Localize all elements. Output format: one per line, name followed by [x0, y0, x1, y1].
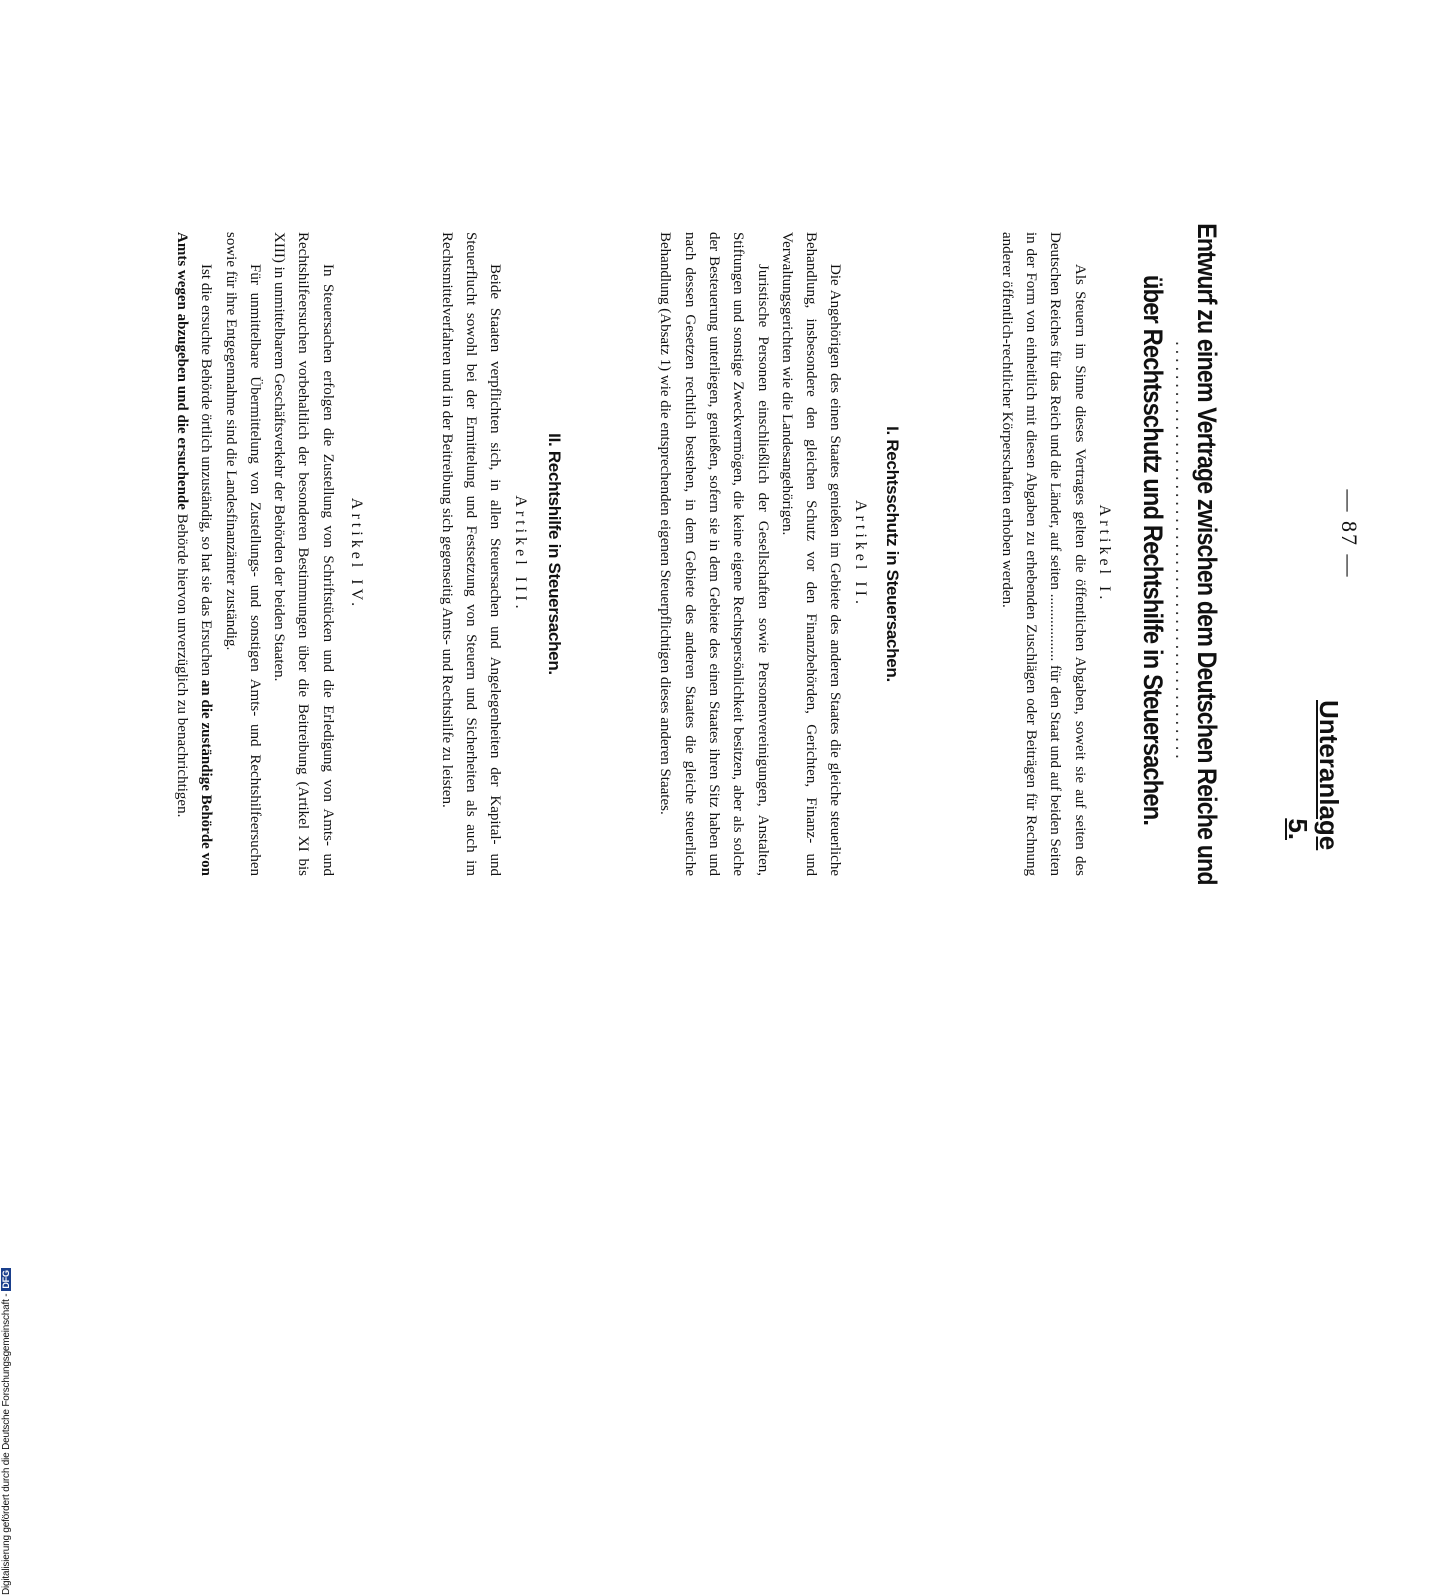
- title-line-1: Entwurf zu einem Vertrage zwischen dem Deutschen Reiche und: [1192, 223, 1222, 885]
- article-2-heading: Artikel II.: [851, 500, 869, 608]
- title-dotted-blank: ..................................................: [1172, 339, 1188, 761]
- article-2-paragraph-2: Juristische Personen einschließlich der Gesellschaften sowie Personenvereinigungen, Anstalten, Stiftungen und sonstige Zweckvermögen, die keine eigene Rechtspersönlichkeit besitzen, aber als solche der Besteuerung unterliegen, genießen, sofern sie in dem Gebiete des einen Staates ihren Sitz haben und nach dessen Gesetzen rechtlich bestehen, in dem Gebiete des anderen Staates die gleiche steuerliche Behandlung (Absatz 1) wie die entsprechenden eigenen Steuerpflichtigen dieses anderen Staates.: [657, 232, 771, 876]
- article-4-paragraph-3: [170, 232, 219, 876]
- article-4-block: [170, 232, 368, 876]
- article-2-paragraph-1: Die Angehörigen des einen Staates genießen im Gebiete des anderen Staates die gleiche steuerliche Behandlung, insbesondere den gleichen Schutz vor den Finanzbehörden, Gerichten, Finanz- und Verwaltungsgerichten wie die Landesangehörigen.: [778, 232, 844, 876]
- digitization-credit: [0, 610, 20, 1595]
- page-number: — 87 —: [1337, 489, 1362, 579]
- article-4-paragraph-3-line-2: an die zuständige Behörde von Amts wegen abzugeben und die ersuchende: [173, 232, 215, 877]
- article-4-paragraph-1: In Steuersachen erfolgen die Zustellung von Schriftstücken und die Erledigung von Amts- und Rechtshilfeersuchen vorbehaltlich der besonderen Bestimmungen über die Beitreibung (Artikel XI bis XIII) in unmittelbarem Geschäftsverkehr der Behörden der beiden Staaten.: [271, 232, 336, 876]
- article-1-text: Als Steuern im Sinne dieses Vertrages gelten die öffentlichen Abgaben, soweit sie auf seiten des Deutschen Reiches für das Reich und die Länder, auf seiten .................. für den Staat und auf beiden Seiten in der Form von einheitlich mit diesen Abgaben zu erhebenden Zuschlägen oder Beiträgen für Rechnung anderer öffentlich-rechtlicher Körperschaften erhoben werden.: [998, 232, 1088, 876]
- article-4-paragraph-3-line-3: Behörde hiervon unverzüglich zu benachrichtigen.: [173, 513, 190, 818]
- dfg-logo: DFG: [1, 1270, 11, 1289]
- article-1-heading: Artikel I.: [1096, 504, 1113, 604]
- digitization-credit-text: Digitalisierung gefördert durch die Deutsche Forschungsgemeinschaft -: [1, 1293, 12, 1595]
- article-4-paragraph-2: Für unmittelbare Übermittelung von Zustellungs- und sonstigen Amts- und Rechtshilfeersuchen sowie für ihre Entgegennahme sind die Landesfinanzämter zuständig.: [222, 232, 263, 876]
- article-4-paragraph-3-line-1: Ist die ersuchte Behörde örtlich unzuständig, so hat sie das Ersuchen: [198, 264, 215, 676]
- article-3-text: Beide Staaten verpflichten sich, in allen Steuersachen und Angelegenheiten der Kapital- und Steuerflucht sowohl bei der Ermittelung und Festsetzung von Steuern und Sicherheiten als auch im Rechtsmittelverfahren und in der Beitreibung sich gegenseitig Amts- und Rechtshilfe zu leisten.: [438, 232, 504, 876]
- title-line-2: über Rechtsschutz und Rechtshilfe in Steuersachen.: [1138, 274, 1168, 826]
- section-1-block: [653, 232, 904, 876]
- section-1-heading: I. Rechtsschutz in Steuersachen.: [883, 426, 902, 682]
- article-4-heading: Artikel IV.: [348, 497, 365, 611]
- annex-label: Unteranlage 5.: [1283, 700, 1344, 851]
- document-title: [1136, 170, 1224, 930]
- article-3-heading: Artikel III.: [511, 495, 529, 613]
- section-2-block: [435, 232, 566, 876]
- section-2-heading: II. Rechtshilfe in Steuersachen.: [545, 433, 564, 675]
- article-1-block: [995, 232, 1116, 876]
